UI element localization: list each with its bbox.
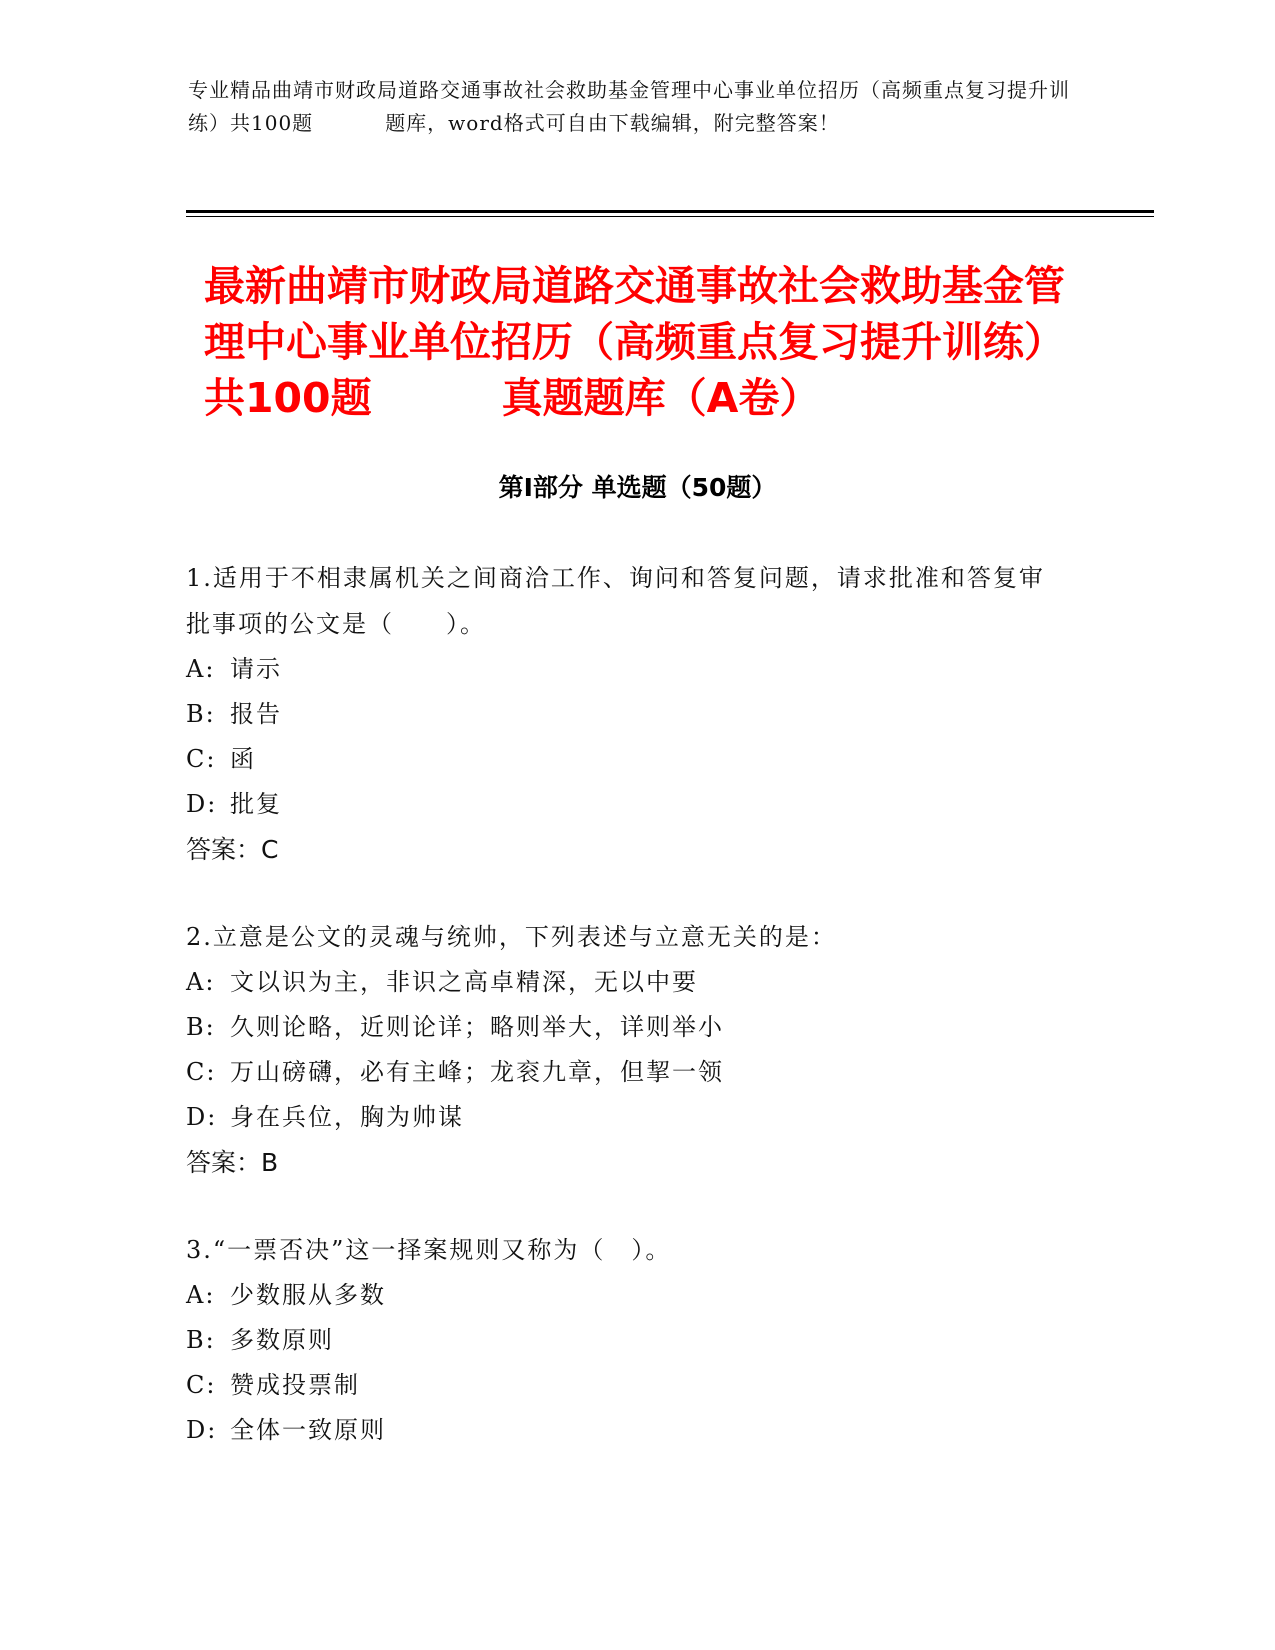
question-item (186, 914, 1066, 1186)
option-b (186, 1005, 1066, 1050)
option-text: 批复 (230, 790, 282, 818)
option-text: 身在兵位，胸为帅谋 (230, 1103, 464, 1131)
option-text: 多数原则 (230, 1326, 334, 1354)
option-key: C: (186, 1058, 217, 1086)
option-b (186, 1318, 1066, 1363)
header-divider-thick (186, 210, 1154, 213)
document-title-text: 最新曲靖市财政局道路交通事故社会救助基金管理中心事业单位招历（高频重点复习提升训练）共100题 (204, 262, 1065, 422)
question-stem: 3.“一票否决”这一择案规则又称为（ ）。 (186, 1236, 672, 1264)
option-c (186, 1363, 1066, 1408)
option-key: C: (186, 1371, 217, 1399)
option-key: D: (186, 1416, 218, 1444)
option-c (186, 1050, 1066, 1095)
option-text: 报告 (230, 700, 282, 728)
option-text: 赞成投票制 (230, 1371, 360, 1399)
option-a (186, 960, 1066, 1005)
question-stem: 1.适用于不相隶属机关之间商洽工作、询问和答复问题，请求批准和答复审批事项的公文是（ ）。 (186, 564, 1045, 638)
option-key: D: (186, 1103, 218, 1131)
option-key: B: (186, 1326, 216, 1354)
option-d (186, 1095, 1066, 1140)
option-a (186, 647, 1066, 692)
answer-line: 答案：B (186, 1148, 279, 1177)
option-a (186, 1273, 1066, 1318)
document-title-text-2: 真题题库（A卷） (501, 374, 821, 422)
option-key: C: (186, 745, 217, 773)
option-d (186, 1408, 1066, 1453)
option-c (186, 737, 1066, 782)
header-divider-thin (186, 216, 1154, 217)
option-b (186, 692, 1066, 737)
section-heading: 第Ⅰ部分 单选题（50题） (498, 473, 777, 502)
option-text: 少数服从多数 (230, 1281, 386, 1309)
option-key: B: (186, 700, 216, 728)
question-list (186, 555, 1066, 1494)
option-text: 久则论略，近则论详；略则举大，详则举小 (230, 1013, 724, 1041)
option-key: A: (186, 968, 216, 996)
answer-line: 答案：C (186, 835, 279, 864)
question-item (186, 555, 1066, 873)
option-d (186, 782, 1066, 827)
question-item (186, 1227, 1066, 1453)
option-text: 函 (230, 745, 256, 773)
option-key: A: (186, 655, 216, 683)
option-text: 请示 (230, 655, 282, 683)
question-stem: 2.立意是公文的灵魂与统帅，下列表述与立意无关的是： (186, 923, 837, 951)
document-title (204, 258, 1084, 426)
option-key: A: (186, 1281, 216, 1309)
header-note-text-2: 题库，word格式可自由下载编辑，附完整答案！ (385, 111, 840, 135)
option-text: 万山磅礴，必有主峰；龙衮九章，但挈一领 (230, 1058, 724, 1086)
option-text: 文以识为主，非识之高卓精深，无以中要 (230, 968, 698, 996)
option-text: 全体一致原则 (230, 1416, 386, 1444)
option-key: B: (186, 1013, 216, 1041)
header-note-text: 专业精品曲靖市财政局道路交通事故社会救助基金管理中心事业单位招历（高频重点复习提升训练）共100题 (188, 78, 1070, 135)
header-note (188, 74, 1088, 140)
option-key: D: (186, 790, 218, 818)
